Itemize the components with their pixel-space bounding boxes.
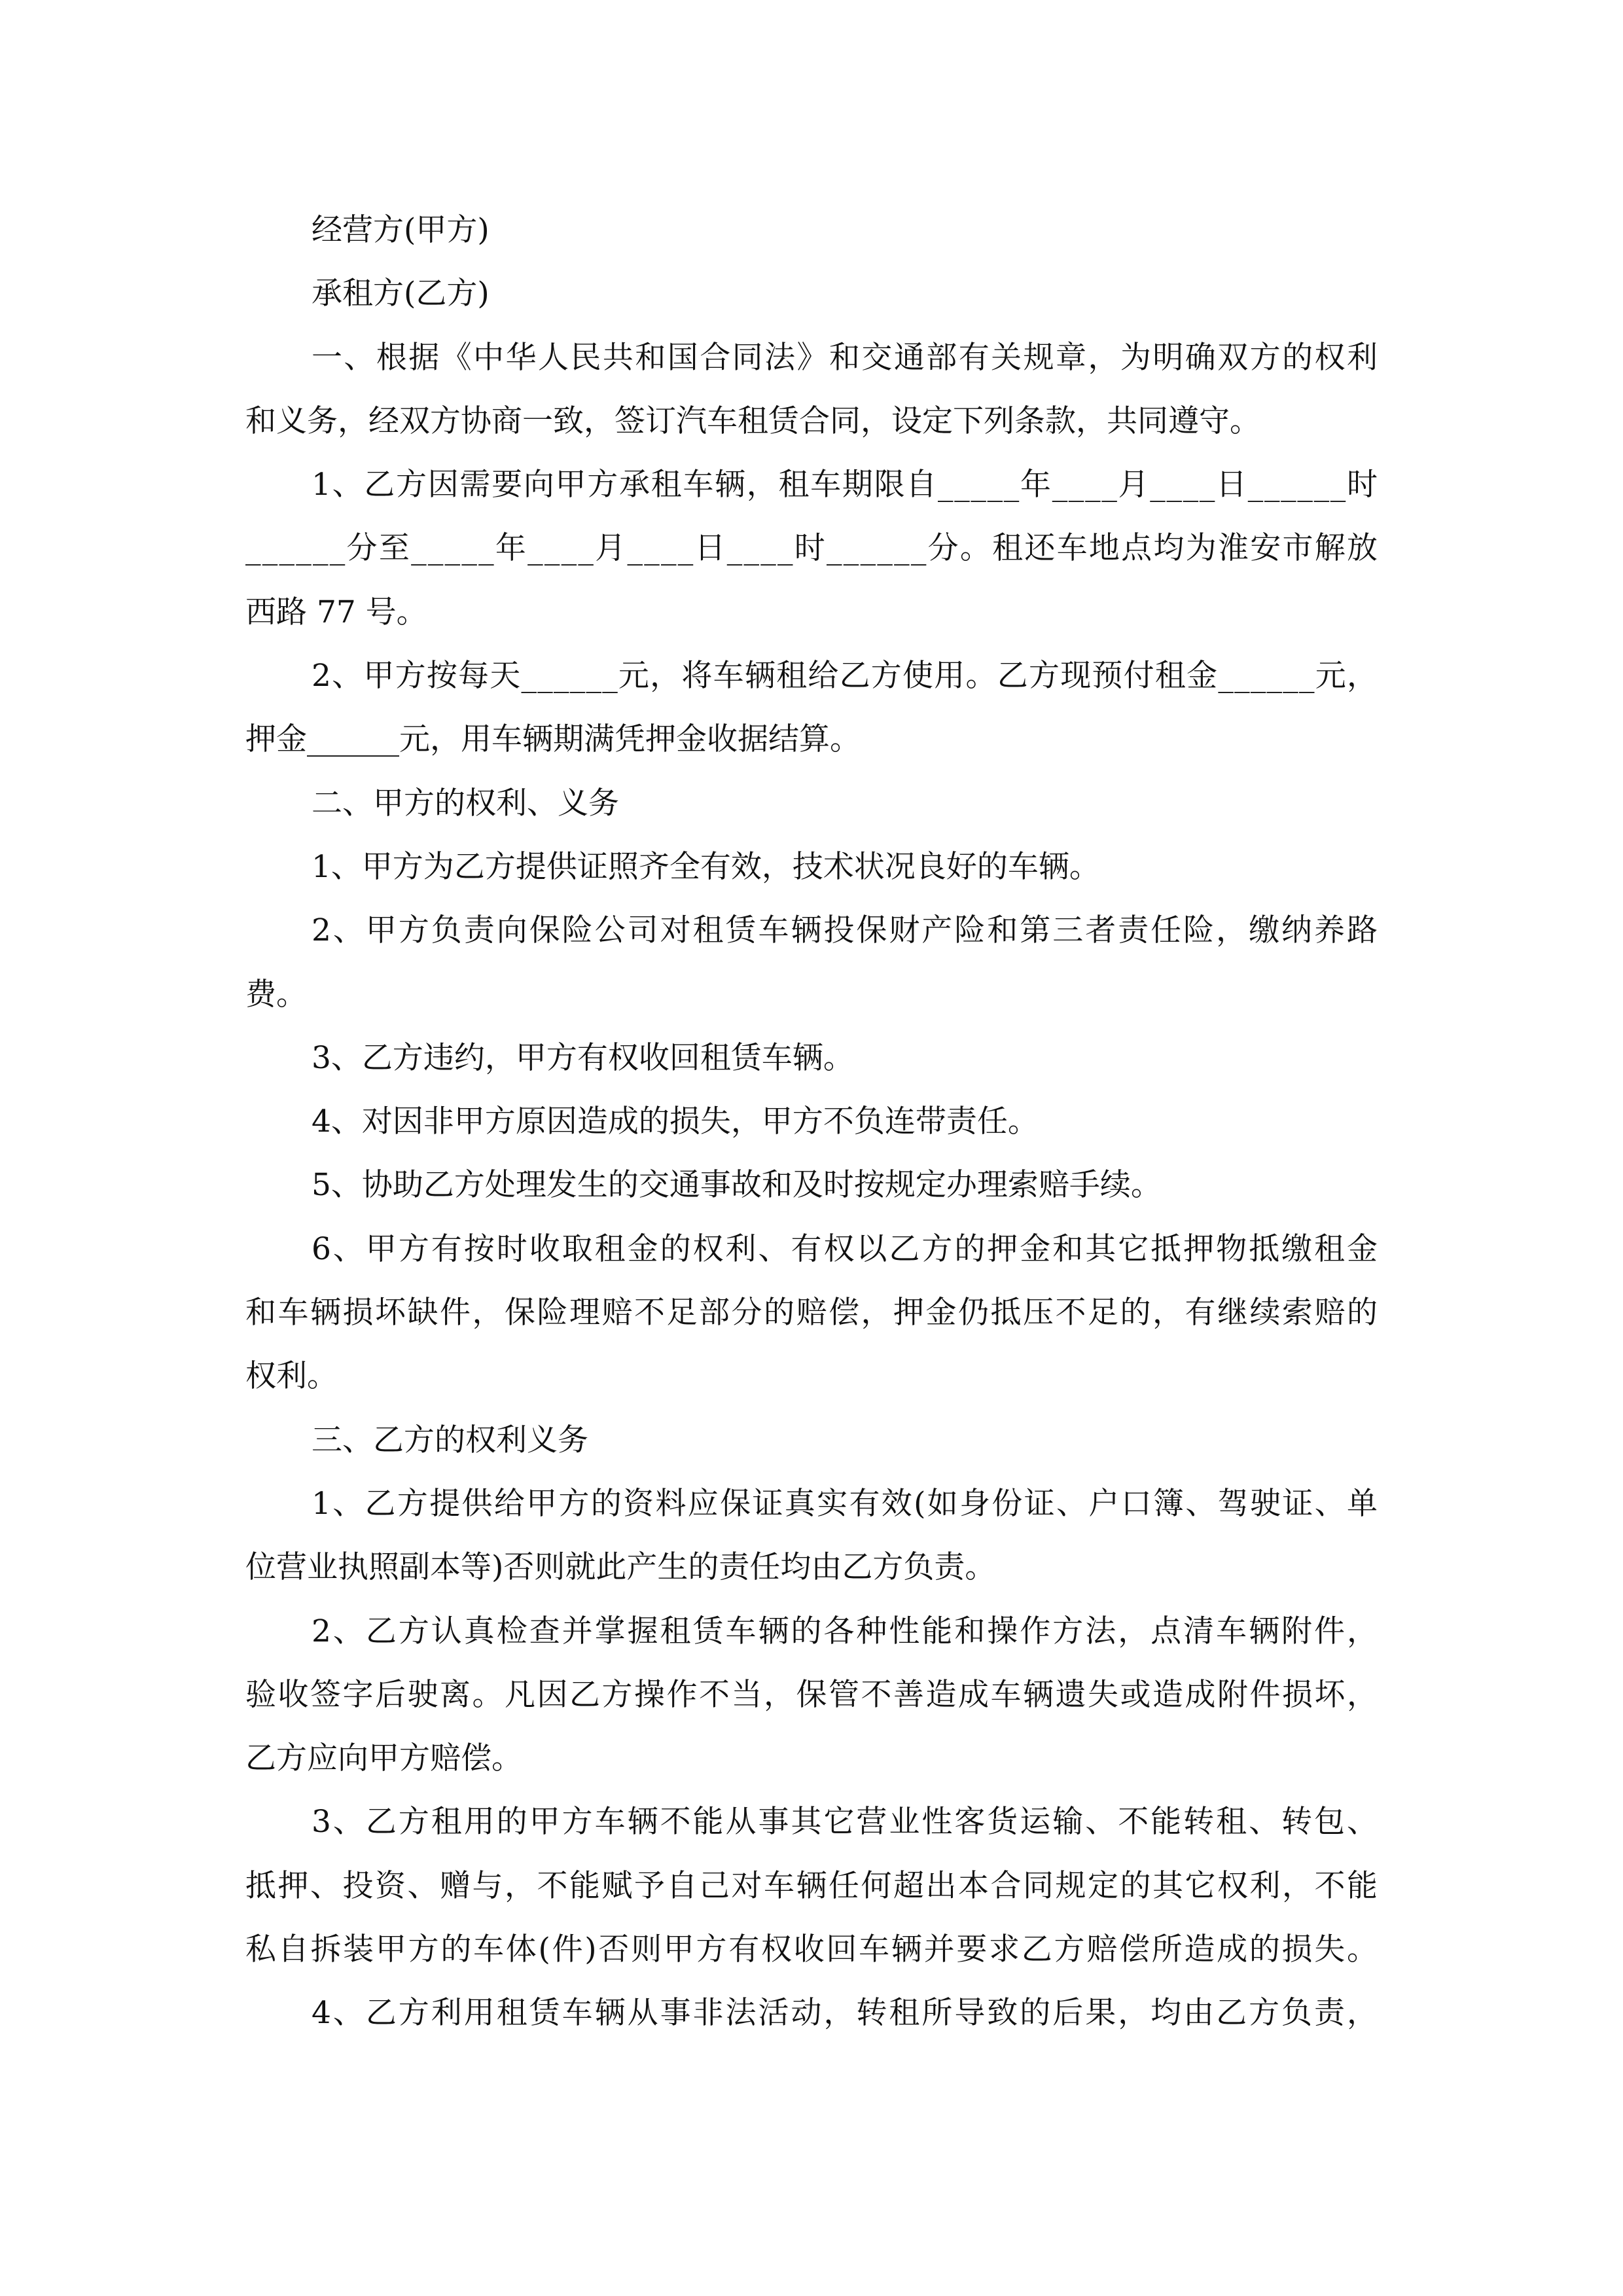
clause-3-2-cont <box>245 1727 1378 1790</box>
clause-2-5 <box>245 1153 1378 1217</box>
text-line: 三、乙方的权利义务 <box>312 1422 588 1458</box>
text-line: 费。 <box>245 976 307 1013</box>
text-line: 1、乙方提供给甲方的资料应保证真实有效(如身份证、户口簿、驾驶证、单 <box>312 1485 1380 1522</box>
section-3-heading <box>245 1408 1378 1472</box>
text-line: 2、甲方负责向保险公司对租赁车辆投保财产险和第三者责任险，缴纳养路 <box>312 912 1380 949</box>
clause-2-6 <box>245 1217 1378 1281</box>
section-2-heading <box>245 772 1378 835</box>
clause-3-4 <box>245 1981 1378 2045</box>
text-line: 4、对因非甲方原因造成的损失，甲方不负连带责任。 <box>312 1103 1039 1140</box>
clause-1-2-cont <box>245 708 1378 771</box>
text-line: 权利。 <box>245 1358 338 1395</box>
section-1-intro-cont <box>245 389 1378 453</box>
clause-3-3-cont <box>245 1918 1378 1981</box>
contract-document <box>245 198 1378 2045</box>
clause-2-2-cont <box>245 963 1378 1026</box>
clause-1-1 <box>245 453 1378 516</box>
text-line: 6、甲方有按时收取租金的权利、有权以乙方的押金和其它抵押物抵缴租金 <box>312 1230 1380 1267</box>
clause-1-1-cont <box>245 581 1378 644</box>
text-line: 3、乙方租用的甲方车辆不能从事其它营业性客货运输、不能转租、转包、 <box>312 1804 1380 1840</box>
party-a-line <box>245 198 1378 262</box>
text-line: 一、根据《中华人民共和国合同法》和交通部有关规章，为明确双方的权利 <box>312 339 1380 376</box>
text-line: 押金______元，用车辆期满凭押金收据结算。 <box>245 721 861 758</box>
text-line: 验收签字后驶离。凡因乙方操作不当，保管不善造成车辆遗失或造成附件损坏， <box>245 1676 1380 1713</box>
text-line: 2、甲方按每天______元，将车辆租给乙方使用。乙方现预付租金______元， <box>312 658 1379 694</box>
text-line: 1、甲方为乙方提供证照齐全有效，技术状况良好的车辆。 <box>312 848 1100 885</box>
clause-1-1-cont <box>245 516 1378 580</box>
clause-3-1 <box>245 1472 1378 1535</box>
text-line: 和义务，经双方协商一致，签订汽车租赁合同，设定下列条款，共同遵守。 <box>245 403 1260 439</box>
clause-2-2 <box>245 899 1378 962</box>
clause-3-2-cont <box>245 1663 1378 1727</box>
text-line: 1、乙方因需要向甲方承租车辆，租车期限自_____年____月____日______时 <box>312 467 1379 503</box>
party-b-line <box>245 262 1378 325</box>
section-1-intro <box>245 326 1378 389</box>
clause-3-3-cont <box>245 1854 1378 1918</box>
clause-2-6-cont <box>245 1281 1378 1344</box>
text-line: 经营方(甲方) <box>312 212 490 248</box>
text-line: ______分至_____年____月____日____时______分。租还车地点均为淮安市解放 <box>245 530 1380 567</box>
clause-2-4 <box>245 1090 1378 1153</box>
text-line: 承租方(乙方) <box>312 276 490 312</box>
text-line: 2、乙方认真检查并掌握租赁车辆的各种性能和操作方法，点清车辆附件， <box>312 1613 1380 1649</box>
clause-1-2 <box>245 644 1378 708</box>
text-line: 抵押、投资、赠与，不能赋予自己对车辆任何超出本合同规定的其它权利，不能 <box>245 1867 1380 1904</box>
clause-3-1-cont <box>245 1535 1378 1599</box>
clause-2-3 <box>245 1026 1378 1090</box>
text-line: 二、甲方的权利、义务 <box>312 785 619 821</box>
clause-2-6-cont <box>245 1344 1378 1408</box>
clause-2-1 <box>245 835 1378 899</box>
clause-3-2 <box>245 1600 1378 1663</box>
text-line: 和车辆损坏缺件，保险理赔不足部分的赔偿，押金仍抵压不足的，有继续索赔的 <box>245 1295 1380 1331</box>
text-line: 位营业执照副本等)否则就此产生的责任均由乙方负责。 <box>245 1549 996 1586</box>
text-line: 3、乙方违约，甲方有权收回租赁车辆。 <box>312 1039 854 1076</box>
text-line: 乙方应向甲方赔偿。 <box>245 1740 522 1777</box>
text-line: 4、乙方利用租赁车辆从事非法活动，转租所导致的后果，均由乙方负责， <box>312 1995 1380 2032</box>
text-line: 西路 77 号。 <box>245 594 427 630</box>
clause-3-3 <box>245 1790 1378 1854</box>
text-line: 私自拆装甲方的车体(件)否则甲方有权收回车辆并要求乙方赔偿所造成的损失。 <box>245 1931 1380 1968</box>
text-line: 5、协助乙方处理发生的交通事故和及时按规定办理索赔手续。 <box>312 1167 1162 1204</box>
